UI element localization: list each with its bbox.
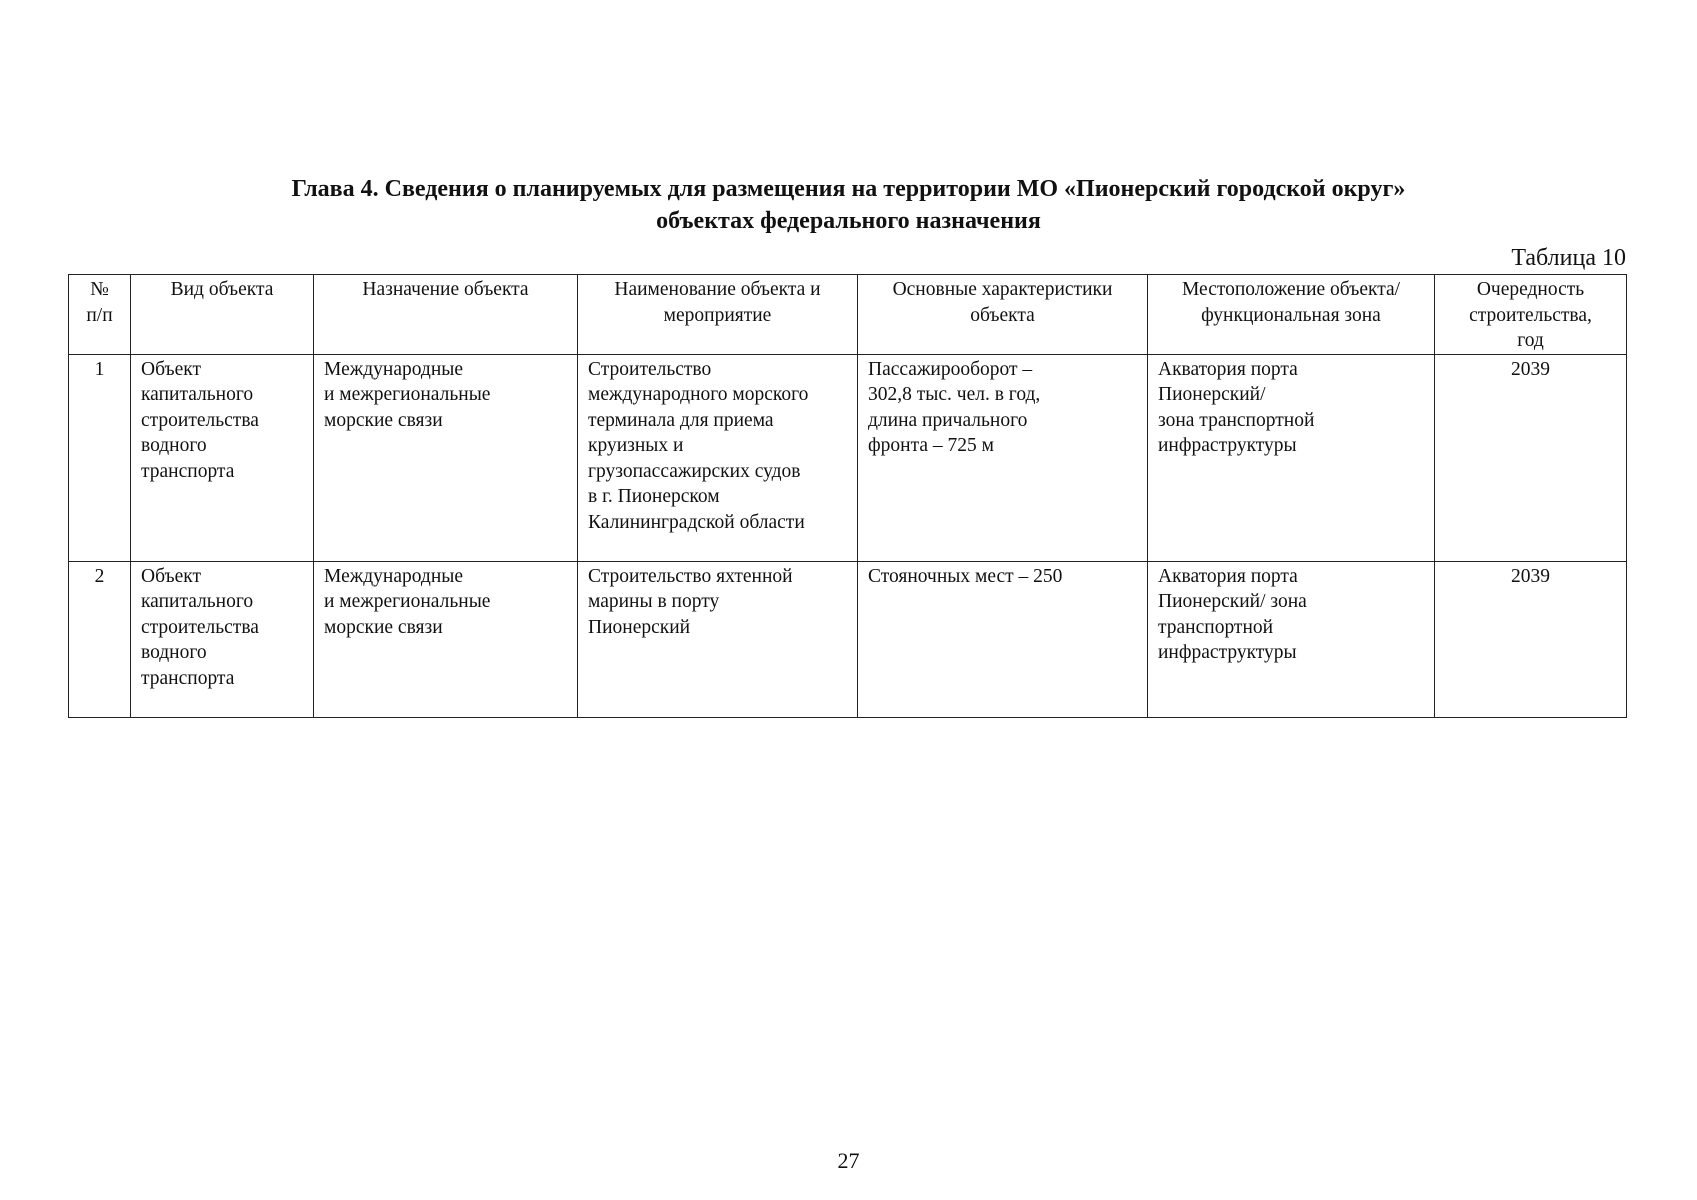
characteristics-cell: Стояночных мест – 250 [858, 561, 1148, 717]
location-cell: Акватория порта Пионерский/ зона транспортной инфраструктуры [1148, 561, 1435, 717]
object-name-cell: Строительство международного морского терминала для приема круизных и грузопассажирских судов в г. Пионерском Калининградской области [578, 354, 858, 561]
chapter-title-line-2: объектах федерального назначения [656, 208, 1041, 234]
construction-year-cell: 2039 [1435, 354, 1627, 561]
table-row [69, 354, 1627, 561]
column-header-object-name: Наименование объекта и мероприятие [578, 275, 858, 355]
column-header-characteristics: Основные характеристики объекта [858, 275, 1148, 355]
object-type-cell: Объект капитального строительства водного транспорта [131, 561, 314, 717]
purpose-cell: Международные и межрегиональные морские связи [314, 354, 578, 561]
purpose-cell: Международные и межрегиональные морские связи [314, 561, 578, 717]
column-header-number: № п/п [69, 275, 131, 355]
object-type-cell: Объект капитального строительства водного транспорта [131, 354, 314, 561]
chapter-title-line-1: Глава 4. Сведения о планируемых для размещения на территории МО «Пионерский городской округ» [291, 176, 1406, 202]
page-number: 27 [837, 1148, 860, 1173]
table-caption: Таблица 10 [1511, 245, 1626, 271]
federal-objects-table [68, 274, 1627, 718]
row-number-cell: 2 [69, 561, 131, 717]
column-header-purpose: Назначение объекта [314, 275, 578, 355]
characteristics-cell: Пассажирооборот – 302,8 тыс. чел. в год, длина причального фронта – 725 м [858, 354, 1148, 561]
construction-year-cell: 2039 [1435, 561, 1627, 717]
column-header-object-type: Вид объекта [131, 275, 314, 355]
column-header-location: Местоположение объекта/ функциональная зона [1148, 275, 1435, 355]
column-header-construction-year: Очередность строительства, год [1435, 275, 1627, 355]
location-cell: Акватория порта Пионерский/ зона транспортной инфраструктуры [1148, 354, 1435, 561]
table-header-row [69, 275, 1627, 355]
object-name-cell: Строительство яхтенной марины в порту Пионерский [578, 561, 858, 717]
row-number-cell: 1 [69, 354, 131, 561]
table-row [69, 561, 1627, 717]
